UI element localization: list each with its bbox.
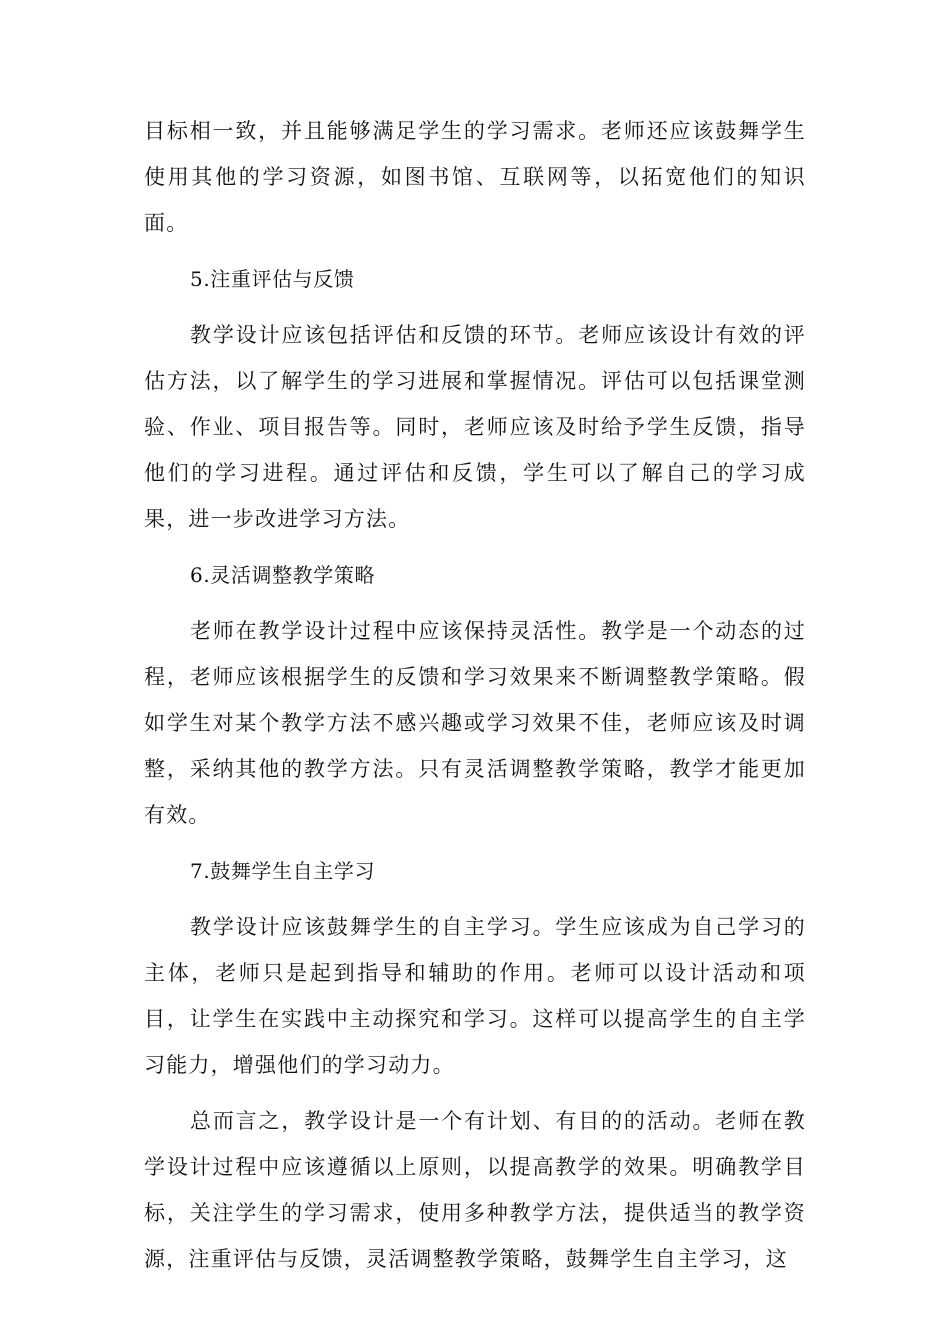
paragraph-evaluation-feedback: 教学设计应该包括评估和反馈的环节。老师应该设计有效的评估方法，以了解学生的学习进展和掌握情况。评估可以包括课堂测验、作业、项目报告等。同时，老师应该及时给予学生反馈，指导他们的学习进程。通过评估和反馈，学生可以了解自己的学习成果，进一步改进学习方法。 bbox=[144, 323, 806, 531]
paragraph-resources-continued: 目标相一致，并且能够满足学生的学习需求。老师还应该鼓舞学生使用其他的学习资源，如图书馆、互联网等，以拓宽他们的知识面。 bbox=[144, 119, 806, 235]
paragraph-conclusion: 总而言之，教学设计是一个有计划、有目的的活动。老师在教学设计过程中应该遵循以上原则，以提高教学的效果。明确教学目标，关注学生的学习需求，使用多种教学方法，提供适当的教学资源，注重评估与反馈，灵活调整教学策略，鼓舞学生自主学习，这 bbox=[144, 1109, 806, 1271]
heading-autonomous-learning: 7.鼓舞学生自主学习 bbox=[190, 859, 376, 883]
paragraph-flexible-strategy: 老师在教学设计过程中应该保持灵活性。教学是一个动态的过程，老师应该根据学生的反馈和学习效果来不断调整教学策略。假如学生对某个教学方法不感兴趣或学习效果不佳，老师应该及时调整，采纳其他的教学方法。只有灵活调整教学策略，教学才能更加有效。 bbox=[144, 619, 806, 827]
paragraph-autonomous-learning: 教学设计应该鼓舞学生的自主学习。学生应该成为自己学习的主体，老师只是起到指导和辅助的作用。老师可以设计活动和项目，让学生在实践中主动探究和学习。这样可以提高学生的自主学习能力，增强他们的学习动力。 bbox=[144, 915, 806, 1077]
heading-evaluation-feedback: 5.注重评估与反馈 bbox=[190, 267, 355, 291]
document-body bbox=[144, 108, 806, 1292]
heading-flexible-strategy: 6.灵活调整教学策略 bbox=[190, 563, 376, 587]
